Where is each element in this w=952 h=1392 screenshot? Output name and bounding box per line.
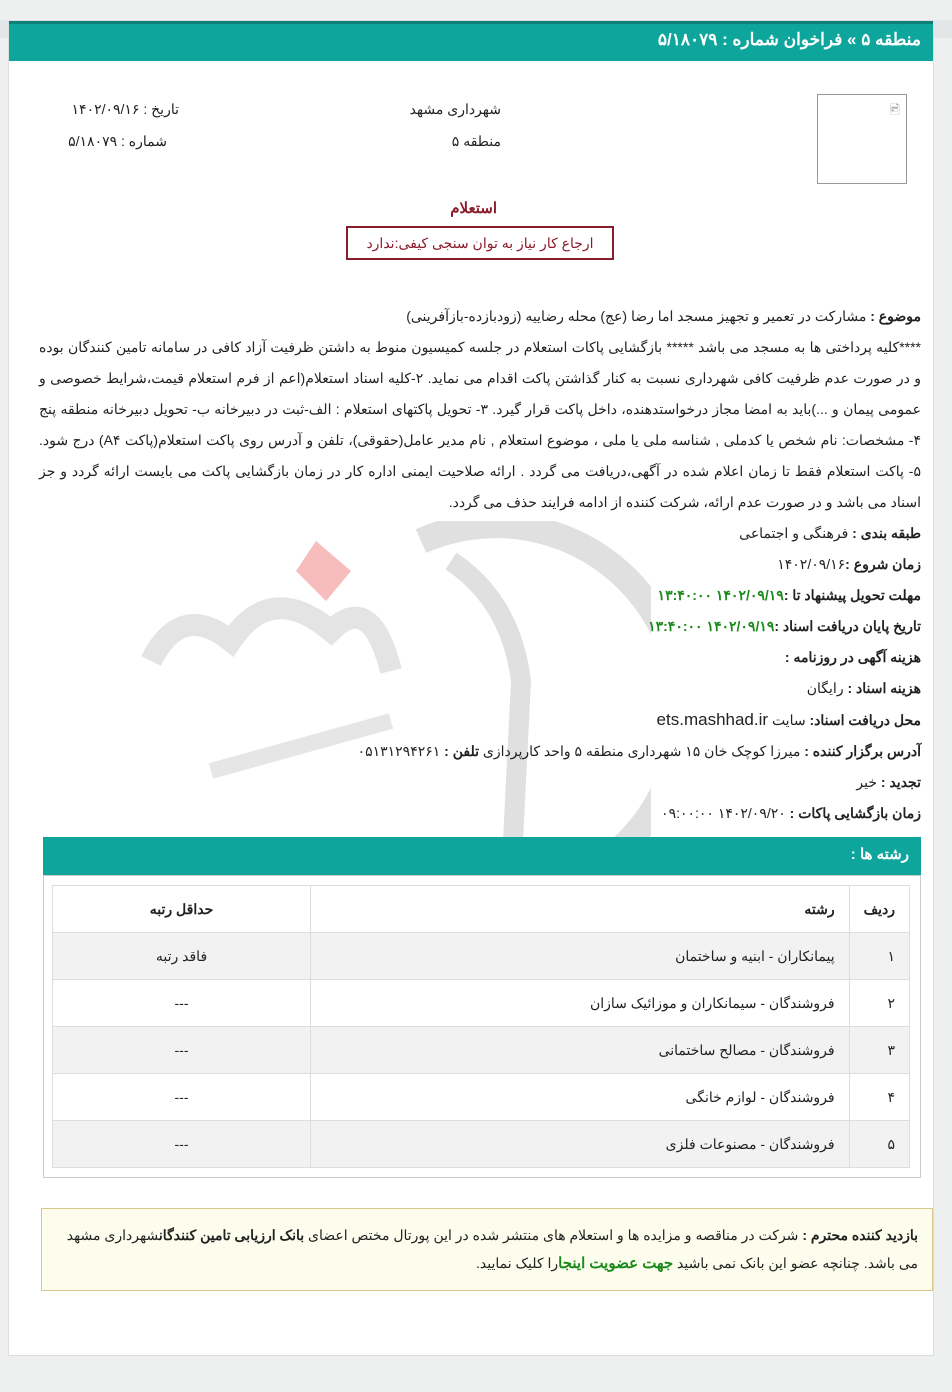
description: ****کلیه پرداختی ها به مسجد می باشد ***** بازگشایی پاکات استعلام در جلسه کمیسیون منوط به داشتن ظرفیت آزاد کافی در سامانه تامین کنندگان بوده و در صورت عدم ظرفیت کافی شهرداری نسبت به کنار گذاشتن پاکت اقدام می نماید. ۲-کلیه اسناد استعلام(اعم از فرم استعلام قیمت،شرایط خصوصی و عمومی پیمان و ...)باید به امضا مجاز درخواستدهنده، داخل پاکت قرار گیرد. ۳- تحویل پاکتهای استعلام : الف-ثبت در دبیرخانه ب- تحویل دبیرخانه منطقه پنج ۴- مشخصات: نام شخص یا کدملی , شناسه ملی یا ملی ، موضوع استعلام , نام مدیر عامل(حقوقی)، تلفن و آدرس روی پاکت استعلام(پاکت A۴) درج شود. ۵- پاکت استعلام فقط تا زمان اعلام شده در آگهی،دریافت می گردد . ارائه صلاحیت ایمنی اداره کار در زمان بازگشایی پاکت می بایست ارائه گردد و جز اسناد می باشد و در صورت عدم ارائه، شرکت کننده از ادامه فرایند حذف می گردد. — [39, 339, 921, 510]
table-row — [53, 1074, 910, 1121]
table-header-row — [53, 886, 910, 933]
doc-place-label: محل دریافت اسناد: — [809, 712, 921, 728]
notice-text-3: را کلیک نمایید. — [476, 1255, 559, 1271]
ad-cost-row — [39, 642, 921, 673]
phone-label: تلفن : — [444, 743, 479, 759]
row-field: فروشندگان - مصالح ساختمانی — [311, 1027, 850, 1074]
start-row — [39, 549, 921, 580]
notice-bank-name: بانک ارزیابی تامین کنندگان — [158, 1227, 305, 1243]
fields-table — [52, 885, 910, 1168]
doc-cost-row — [39, 673, 921, 704]
doc-place-link[interactable]: ets.mashhad.ir — [656, 710, 769, 729]
docs-deadline-value: ۱۴۰۲/۰۹/۱۹ ۱۳:۴۰:۰۰ — [648, 618, 775, 634]
quality-note: ارجاع کار نیاز به توان سنجی کیفی:ندارد — [346, 226, 614, 260]
subject-row — [39, 301, 921, 332]
doc-place-row — [39, 704, 921, 736]
date-value: ۱۴۰۲/۰۹/۱۶ — [71, 101, 140, 117]
col-field: رشته — [311, 886, 850, 933]
offer-deadline-label: مهلت تحویل پیشنهاد تا : — [783, 587, 921, 603]
notice-text: شرکت در مناقصه و مزایده ها و استعلام های منتشر شده در این پورتال مختص اعضای — [304, 1227, 803, 1243]
doc-type: استعلام — [450, 200, 497, 217]
col-min-rank: حداقل رتبه — [53, 886, 311, 933]
row-rank: --- — [53, 1027, 311, 1074]
broken-image-icon: 🖻 — [889, 102, 900, 117]
row-field: فروشندگان - لوازم خانگی — [311, 1074, 850, 1121]
renewal-value: خیر — [856, 774, 878, 790]
row-number: ۲ — [849, 980, 909, 1027]
phone-value: ۰۵۱۳۱۲۹۴۲۶۱ — [357, 743, 441, 759]
table-row — [53, 1027, 910, 1074]
content-panel — [8, 20, 934, 1356]
ad-cost-label: هزینه آگهی در روزنامه : — [784, 649, 921, 665]
row-number: ۳ — [849, 1027, 909, 1074]
table-row — [53, 1121, 910, 1168]
col-row-number: ردیف — [849, 886, 909, 933]
opening-value: ۱۴۰۲/۰۹/۲۰ ۰۹:۰۰:۰۰ — [661, 805, 786, 821]
row-number: ۴ — [849, 1074, 909, 1121]
announcement-body — [39, 301, 921, 829]
date-label: تاریخ : — [143, 101, 179, 117]
table-row — [53, 933, 910, 980]
row-number: ۵ — [849, 1121, 909, 1168]
category-label: طبقه بندی : — [852, 525, 921, 541]
fields-table-wrapper — [43, 875, 921, 1178]
offer-deadline-row — [39, 580, 921, 611]
main-flow — [39, 21, 921, 1291]
renewal-label: تجدید : — [880, 774, 921, 790]
notice-lead: بازدید کننده محترم : — [802, 1227, 918, 1243]
visitor-notice — [41, 1208, 933, 1291]
offer-deadline-value: ۱۴۰۲/۰۹/۱۹ ۱۳:۴۰:۰۰ — [657, 587, 784, 603]
opening-label: زمان بازگشایی پاکات : — [789, 805, 921, 821]
table-row — [53, 980, 910, 1027]
row-field: پیمانکاران - ابنیه و ساختمان — [311, 933, 850, 980]
region-name: منطقه ۵ — [451, 133, 501, 149]
row-rank: فاقد رتبه — [53, 933, 311, 980]
start-value: ۱۴۰۲/۰۹/۱۶ — [777, 556, 846, 572]
address-value: میرزا کوچک خان ۱۵ شهرداری منطقه ۵ واحد کارپردازی — [482, 743, 801, 759]
membership-link[interactable]: جهت عضویت اینجا — [558, 1255, 674, 1272]
docs-deadline-label: تاریخ پایان دریافت اسناد : — [774, 618, 921, 634]
doc-cost-label: هزینه اسناد : — [847, 680, 921, 696]
address-label: آدرس برگزار کننده : — [804, 743, 921, 759]
row-rank: --- — [53, 980, 311, 1027]
category-row — [39, 518, 921, 549]
notice-text-2: شهرداری مشهد می باشد. چنانچه عضو این بانک نمی باشید — [66, 1227, 918, 1271]
org-name: شهرداری مشهد — [409, 101, 501, 117]
row-field: فروشندگان - سیمانکاران و موزائیک سازان — [311, 980, 850, 1027]
address-row — [39, 736, 921, 767]
doc-cost-value: رایگان — [806, 680, 844, 696]
row-rank: --- — [53, 1074, 311, 1121]
renewal-row — [39, 767, 921, 798]
opening-row — [39, 798, 921, 829]
fields-section-header: رشته ها : — [43, 837, 921, 875]
category-value: فرهنگی و اجتماعی — [739, 525, 849, 541]
row-rank: --- — [53, 1121, 311, 1168]
row-number: ۱ — [849, 933, 909, 980]
doc-place-prefix: سایت — [771, 712, 806, 728]
page-header: منطقه ۵ » فراخوان شماره : ۵/۱۸۰۷۹ — [9, 21, 933, 61]
subject-value: مشارکت در تعمیر و تجهیز مسجد اما رضا (عج) محله رضاییه (زودبازده-بازآفرینی) — [406, 308, 867, 324]
start-label: زمان شروع : — [845, 556, 921, 572]
subject-label: موضوع : — [870, 308, 921, 324]
row-field: فروشندگان - مصنوعات فلزی — [311, 1121, 850, 1168]
number-value: ۵/۱۸۰۷۹ — [68, 133, 118, 149]
docs-deadline-row — [39, 611, 921, 642]
number-label: شماره : — [121, 133, 167, 149]
